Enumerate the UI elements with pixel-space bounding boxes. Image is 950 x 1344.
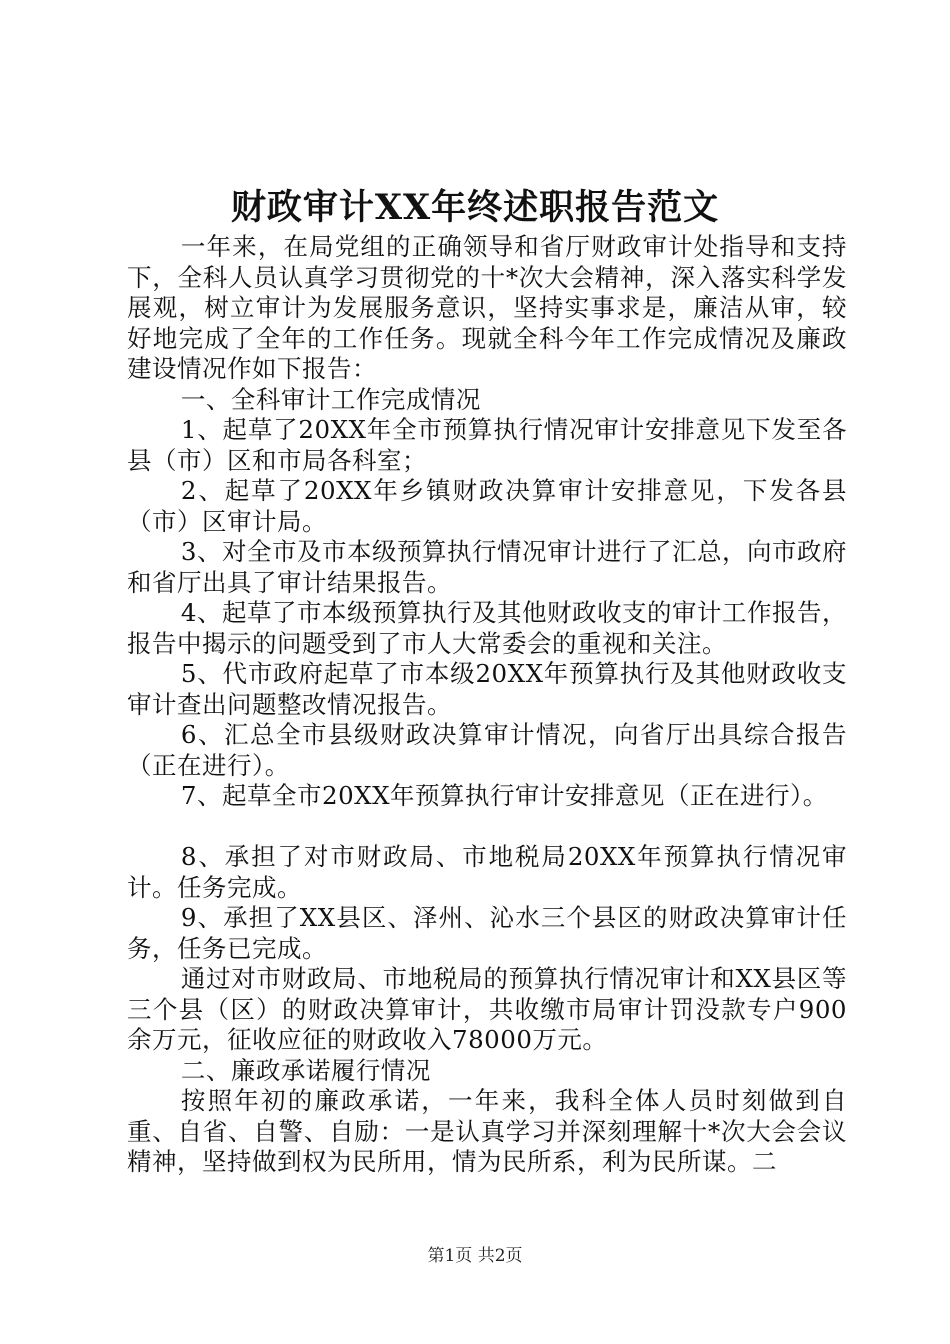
paragraph-summary: 通过对市财政局、市地税局的预算执行情况审计和XX县区等三个县（区）的财政决算审计，共收缴市局审计罚没款专户900余万元，征收应征的财政收入78000万元。 [127, 964, 847, 1054]
list-item-6: 6、汇总全市县级财政决算审计情况，向省厅出具综合报告（正在进行）。 [127, 720, 847, 780]
list-item-1: 1、起草了20XX年全市预算执行情况审计安排意见下发至各县（市）区和市局各科室； [127, 415, 847, 475]
document-body [127, 232, 847, 1178]
section-heading-2: 二、廉政承诺履行情况 [180, 1055, 431, 1085]
page-footer: 第1页 共2页 [427, 1246, 523, 1266]
list-item-9: 9、承担了XX县区、泽州、沁水三个县区的财政决算审计任务，任务已完成。 [127, 903, 847, 963]
list-item-2: 2、起草了20XX年乡镇财政决算审计安排意见，下发各县（市）区审计局。 [127, 476, 847, 536]
document-title: 财政审计XX年终述职报告范文 [230, 187, 720, 228]
list-item-7: 7、起草全市20XX年预算执行审计安排意见（正在进行）。 [180, 781, 828, 810]
list-item-5: 5、代市政府起草了市本级20XX年预算执行及其他财政收支审计查出问题整改情况报告。 [127, 659, 847, 719]
paragraph-intro: 一年来，在局党组的正确领导和省厅财政审计处指导和支持下，全科人员认真学习贯彻党的十*次大会精神，深入落实科学发展观，树立审计为发展服务意识，坚持实事求是，廉洁从审，较好地完成了全年的工作任务。现就全科今年工作完成情况及廉政建设情况作如下报告： [127, 232, 847, 383]
section-heading-1: 一、全科审计工作完成情况 [180, 384, 481, 414]
list-item-4: 4、起草了市本级预算执行及其他财政收支的审计工作报告，报告中揭示的问题受到了市人大常委会的重视和关注。 [127, 598, 847, 658]
list-item-8: 8、承担了对市财政局、市地税局20XX年预算执行情况审计。任务完成。 [127, 842, 847, 902]
paragraph-integrity: 按照年初的廉政承诺，一年来，我科全体人员时刻做到自重、自省、自警、自励：一是认真学习并深刻理解十*次大会会议精神，坚持做到权为民所用，情为民所系，利为民所谋。二 [127, 1086, 847, 1176]
list-item-3: 3、对全市及市本级预算执行情况审计进行了汇总，向市政府和省厅出具了审计结果报告。 [127, 537, 847, 597]
